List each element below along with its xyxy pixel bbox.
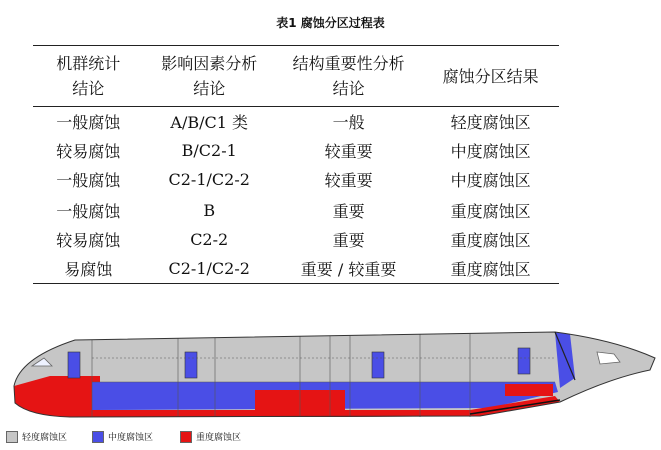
legend-swatch-heavy xyxy=(180,431,192,443)
cell-structural-importance: 重要 xyxy=(332,231,365,250)
door xyxy=(518,348,530,374)
header-line: 结论 xyxy=(72,79,105,98)
cell-factor-analysis: B/C2-1 xyxy=(181,141,237,160)
cell-fleet-statistics: 一般腐蚀 xyxy=(56,113,121,132)
legend-swatch-light xyxy=(6,431,18,443)
cell-structural-importance: 较重要 xyxy=(324,142,373,161)
legend-swatch-medium xyxy=(92,431,104,443)
cell-fleet-statistics: 一般腐蚀 xyxy=(56,202,121,221)
legend-label: 轻度腐蚀区 xyxy=(22,433,68,443)
cell-fleet-statistics: 易腐蚀 xyxy=(33,254,143,284)
cell-zoning-result: 重度腐蚀区 xyxy=(450,231,531,250)
header-line: 影响因素分析 xyxy=(161,54,258,73)
door xyxy=(372,352,384,378)
header-line: 结论 xyxy=(193,79,226,98)
table-caption: 表1 腐蚀分区过程表 xyxy=(276,16,385,30)
fuselage-zoning-diagram xyxy=(0,318,661,423)
lower-heavy-zone-fwd xyxy=(100,410,260,417)
cell-factor-analysis: C2-2 xyxy=(190,230,229,249)
legend-item-heavy xyxy=(180,430,241,443)
legend-label: 重度腐蚀区 xyxy=(196,433,242,443)
cell-fleet-statistics: 较易腐蚀 xyxy=(56,142,121,161)
legend-item-light xyxy=(6,430,67,443)
table-header-row xyxy=(33,46,559,107)
door xyxy=(68,352,80,378)
table-row xyxy=(33,225,559,254)
table-row xyxy=(33,107,559,137)
legend-item-medium xyxy=(92,430,153,443)
cell-structural-importance: 重要 / 较重要 xyxy=(275,254,422,284)
cell-fleet-statistics: 一般腐蚀 xyxy=(56,171,121,190)
cell-zoning-result: 中度腐蚀区 xyxy=(450,171,531,190)
cell-fleet-statistics: 较易腐蚀 xyxy=(56,231,121,250)
cell-structural-importance: 一般 xyxy=(332,113,365,132)
cell-factor-analysis: B xyxy=(203,201,216,220)
table-row xyxy=(33,165,559,196)
cell-zoning-result: 重度腐蚀区 xyxy=(450,202,531,221)
header-line: 结论 xyxy=(332,79,365,98)
table-row xyxy=(33,196,559,225)
cell-structural-importance: 较重要 xyxy=(324,171,373,190)
legend-label: 中度腐蚀区 xyxy=(108,433,154,443)
cell-zoning-result: 中度腐蚀区 xyxy=(450,142,531,161)
cell-zoning-result: 轻度腐蚀区 xyxy=(450,113,531,132)
cell-zoning-result: 重度腐蚀区 xyxy=(422,254,559,284)
header-line: 机群统计 xyxy=(56,54,121,73)
corrosion-zoning-table xyxy=(33,45,559,284)
table-row xyxy=(33,136,559,165)
header-fleet-statistics xyxy=(33,46,143,107)
header-line: 结构重要性分析 xyxy=(292,54,405,73)
header-line: 腐蚀分区结果 xyxy=(442,66,539,86)
cell-factor-analysis: A/B/C1 类 xyxy=(170,113,248,132)
aft-heavy-patch xyxy=(505,384,553,396)
header-zoning-result xyxy=(422,46,559,107)
cell-factor-analysis: C2-1/C2-2 xyxy=(143,254,275,284)
header-factor-analysis xyxy=(143,46,275,107)
table-row xyxy=(33,254,559,284)
cell-structural-importance: 重要 xyxy=(332,202,365,221)
cell-factor-analysis: C2-1/C2-2 xyxy=(168,170,250,189)
header-structural-importance xyxy=(275,46,422,107)
door xyxy=(185,352,197,378)
